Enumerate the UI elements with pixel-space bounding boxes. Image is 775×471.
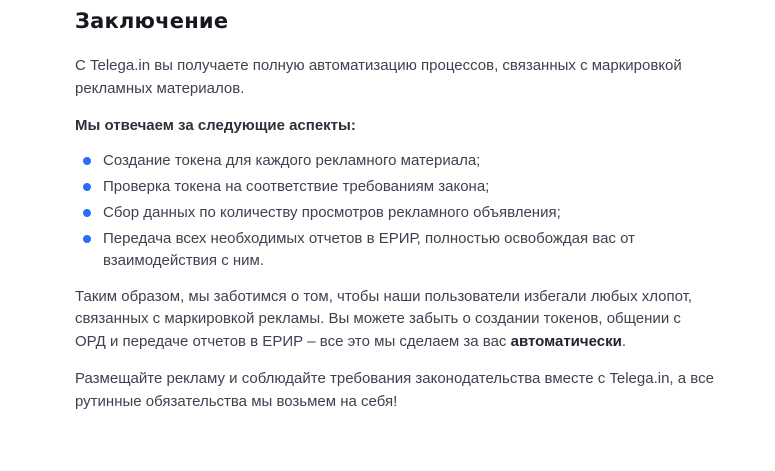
bullet-dot-icon: [83, 183, 91, 191]
section-heading: Заключение: [75, 9, 229, 33]
summary-text: Таким образом, мы заботимся о том, чтобы наши пользователи избегали любых хлопот, связанных с маркировкой рекламы. Вы можете забыть о создании токенов, общении с ОРД и передаче отчетов в ЕРИР – все это мы сделаем за вас: [75, 287, 693, 350]
list-item: [75, 228, 715, 273]
bullet-dot-icon: [83, 209, 91, 217]
aspects-title: Мы отвечаем за следующие аспекты:: [75, 117, 356, 134]
list-item: [75, 176, 715, 199]
list-item-text: Проверка токена на соответствие требованиям закона;: [103, 177, 490, 195]
intro-paragraph: С Telega.in вы получаете полную автоматизацию процессов, связанных с маркировкой рекламных материалов.: [75, 57, 682, 97]
bullet-dot-icon: [83, 157, 91, 165]
list-item-text: Создание токена для каждого рекламного материала;: [103, 151, 481, 169]
list-item-text: Сбор данных по количеству просмотров рекламного объявления;: [103, 203, 561, 221]
article-section: [75, 6, 715, 413]
list-item: [75, 150, 715, 173]
summary-paragraph: [75, 286, 715, 354]
aspects-list: [75, 150, 715, 273]
summary-bold: автоматически: [510, 332, 622, 350]
list-item-text: Передача всех необходимых отчетов в ЕРИР, полностью освобождая вас от взаимодействия с ним.: [103, 229, 635, 269]
closing-paragraph: Размещайте рекламу и соблюдайте требования законодательства вместе с Telega.in, а все рутинные обязательства мы возьмем на себя!: [75, 370, 714, 410]
list-item: [75, 202, 715, 225]
bullet-dot-icon: [83, 235, 91, 243]
summary-end: .: [621, 332, 626, 350]
